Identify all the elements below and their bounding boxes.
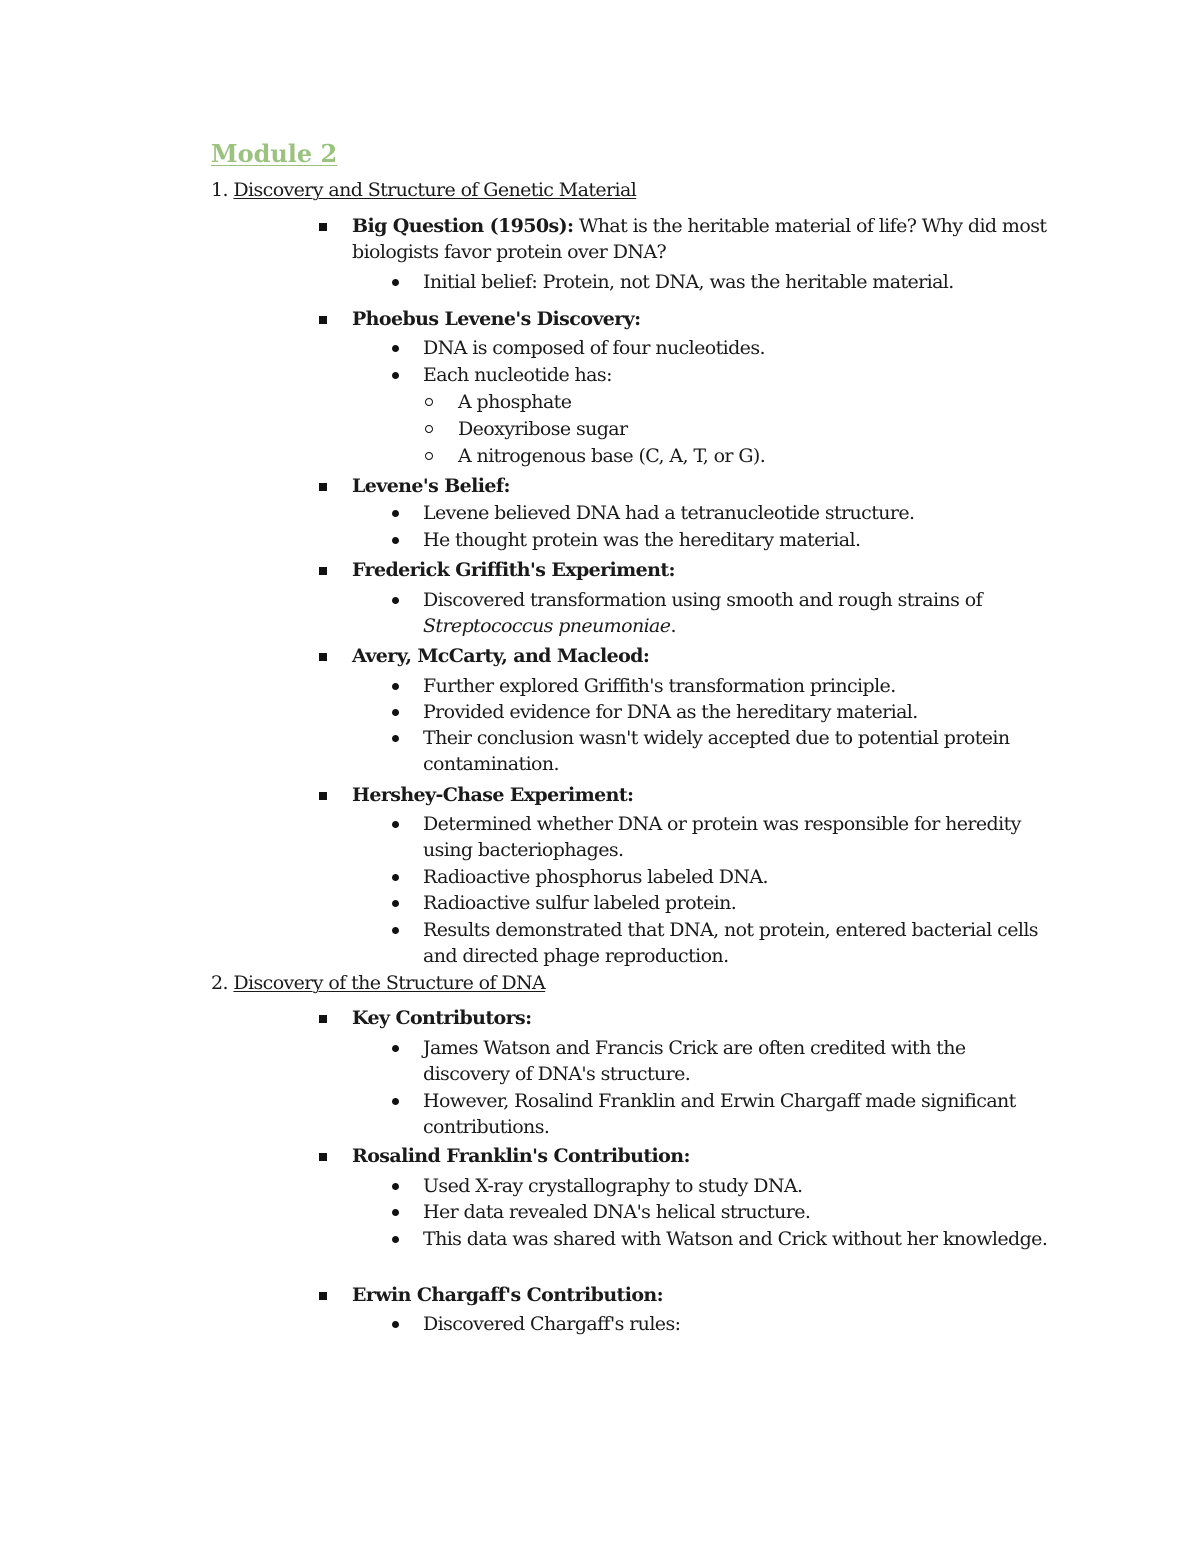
sub-item-text: Radioactive phosphorus labeled DNA. <box>423 866 768 888</box>
square-bullet-icon <box>319 1153 327 1161</box>
sub-sub-item-text: A phosphate <box>458 391 572 413</box>
list-item-hershey-chase <box>352 782 1052 808</box>
bullet-icon <box>392 597 399 604</box>
square-bullet-icon <box>319 223 327 231</box>
sub-sub-item <box>458 443 1058 469</box>
square-bullet-icon <box>319 316 327 324</box>
list-item-levene-discovery <box>352 306 1052 332</box>
item-heading: Phoebus Levene's Discovery: <box>352 308 641 330</box>
sub-item <box>423 1035 1053 1087</box>
bullet-icon <box>392 279 399 286</box>
bullet-icon <box>392 537 399 544</box>
circle-bullet-icon <box>425 425 433 433</box>
item-heading: Big Question (1950s): <box>352 215 574 237</box>
bullet-icon <box>392 372 399 379</box>
bullet-icon <box>392 1321 399 1328</box>
sub-item <box>423 890 1053 916</box>
sub-item-text: This data was shared with Watson and Crick without her knowledge. <box>423 1228 1048 1250</box>
item-heading: Hershey-Chase Experiment: <box>352 784 634 806</box>
sub-item <box>423 1199 1053 1225</box>
sub-item <box>423 500 1053 526</box>
sub-item <box>423 864 1053 890</box>
species-name: Streptococcus pneumoniae <box>423 615 671 637</box>
bullet-icon <box>392 510 399 517</box>
bullet-icon <box>392 900 399 907</box>
bullet-icon <box>392 1098 399 1105</box>
item-heading: Rosalind Franklin's Contribution: <box>352 1145 690 1167</box>
circle-bullet-icon <box>425 398 433 406</box>
list-item-chargaff <box>352 1282 1052 1308</box>
bullet-icon <box>392 735 399 742</box>
sub-item <box>423 673 1053 699</box>
bullet-icon <box>392 683 399 690</box>
section-heading-1 <box>211 177 636 203</box>
list-item-big-question <box>352 213 1052 265</box>
sub-item-text: James Watson and Francis Crick are often credited with the discovery of DNA's structure. <box>423 1037 966 1085</box>
sub-item-text: Her data revealed DNA's helical structure. <box>423 1201 811 1223</box>
bullet-icon <box>392 1183 399 1190</box>
list-item-griffith <box>352 557 1052 583</box>
sub-item <box>423 362 1053 388</box>
bullet-icon <box>392 1236 399 1243</box>
section-title: Discovery and Structure of Genetic Material <box>233 179 637 201</box>
sub-item-text: Discovered transformation using smooth and rough strains of <box>423 589 982 611</box>
sub-item <box>423 1173 1053 1199</box>
sub-item <box>423 269 1053 295</box>
sub-item-text: Provided evidence for DNA as the hereditary material. <box>423 701 918 723</box>
bullet-icon <box>392 927 399 934</box>
sub-item-text: Used X-ray crystallography to study DNA. <box>423 1175 803 1197</box>
sub-item-text: Discovered Chargaff's rules: <box>423 1313 681 1335</box>
sub-item-end: . <box>670 615 676 637</box>
section-number: 1. <box>211 179 228 201</box>
bullet-icon <box>392 1045 399 1052</box>
sub-item <box>423 811 1053 863</box>
item-heading: Levene's Belief: <box>352 475 510 497</box>
sub-item-text: Each nucleotide has: <box>423 364 612 386</box>
bullet-icon <box>392 345 399 352</box>
sub-item-text: DNA is composed of four nucleotides. <box>423 337 765 359</box>
bullet-icon <box>392 709 399 716</box>
sub-item <box>423 1311 1053 1337</box>
sub-item-text: Determined whether DNA or protein was responsible for heredity using bacteriophages. <box>423 813 1021 861</box>
sub-item-text: He thought protein was the hereditary material. <box>423 529 861 551</box>
section-title: Discovery of the Structure of DNA <box>233 972 546 994</box>
sub-item-text: Radioactive sulfur labeled protein. <box>423 892 737 914</box>
sub-item <box>423 1088 1053 1140</box>
sub-sub-item <box>458 416 1058 442</box>
section-number: 2. <box>211 972 228 994</box>
list-item-franklin <box>352 1143 1052 1169</box>
sub-item <box>423 917 1053 969</box>
sub-item <box>423 1226 1053 1252</box>
square-bullet-icon <box>319 1015 327 1023</box>
sub-item-text: Levene believed DNA had a tetranucleotide structure. <box>423 502 915 524</box>
square-bullet-icon <box>319 1292 327 1300</box>
item-heading: Frederick Griffith's Experiment: <box>352 559 675 581</box>
module-title: Module 2 <box>211 139 338 168</box>
list-item-levene-belief <box>352 473 1052 499</box>
sub-item <box>423 725 1053 777</box>
sub-sub-item <box>458 389 1058 415</box>
bullet-icon <box>392 821 399 828</box>
sub-item-text: Their conclusion wasn't widely accepted due to potential protein contamination. <box>423 727 1010 775</box>
sub-item <box>423 587 1053 639</box>
item-heading: Key Contributors: <box>352 1007 532 1029</box>
item-heading: Avery, McCarty, and Macleod: <box>352 645 650 667</box>
bullet-icon <box>392 1209 399 1216</box>
square-bullet-icon <box>319 483 327 491</box>
sub-item <box>423 335 1053 361</box>
sub-sub-item-text: A nitrogenous base (C, A, T, or G). <box>458 445 766 467</box>
list-item-avery <box>352 643 1052 669</box>
section-heading-2 <box>211 970 545 996</box>
sub-item <box>423 527 1053 553</box>
sub-item <box>423 699 1053 725</box>
sub-item-text: Further explored Griffith's transformation principle. <box>423 675 896 697</box>
circle-bullet-icon <box>425 452 433 460</box>
list-item-key-contributors <box>352 1005 1052 1031</box>
square-bullet-icon <box>319 792 327 800</box>
square-bullet-icon <box>319 653 327 661</box>
square-bullet-icon <box>319 567 327 575</box>
sub-sub-item-text: Deoxyribose sugar <box>458 418 628 440</box>
sub-item-text: However, Rosalind Franklin and Erwin Chargaff made significant contributions. <box>423 1090 1016 1138</box>
item-text: What is the heritable material of life? Why did most biologists favor protein over DNA? <box>352 215 1047 263</box>
sub-item-text: Initial belief: Protein, not DNA, was the heritable material. <box>423 271 954 293</box>
sub-item-text: Results demonstrated that DNA, not protein, entered bacterial cells and directed phage reproduction. <box>423 919 1038 967</box>
item-heading: Erwin Chargaff's Contribution: <box>352 1284 664 1306</box>
bullet-icon <box>392 874 399 881</box>
